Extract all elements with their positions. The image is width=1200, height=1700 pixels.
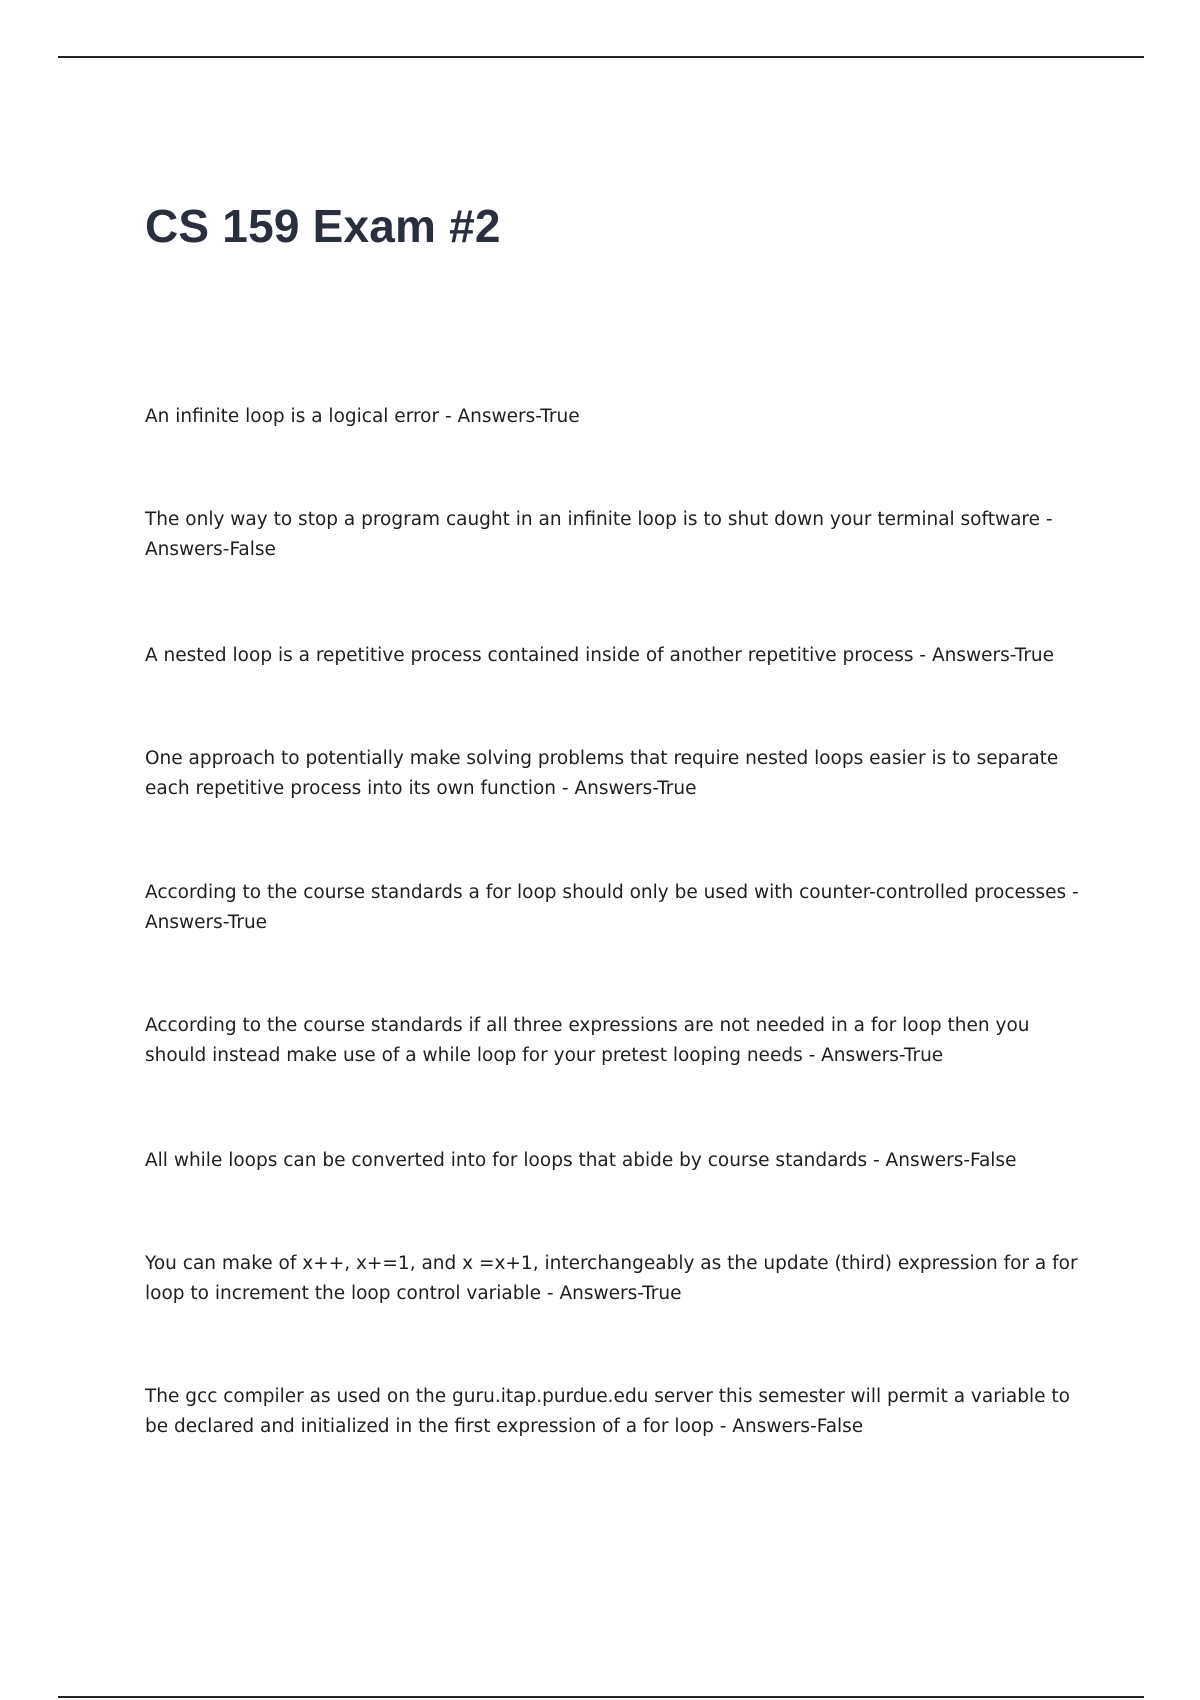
qa-item-5: According to the course standards a for loop should only be used with counter-controlled processes - Answers-True [145,882,1079,933]
qa-item-8: You can make of x++, x+=1, and x =x+1, interchangeably as the update (third) expression for a for loop to increment the loop control variable - Answers-True [145,1253,1078,1304]
qa-item-2: The only way to stop a program caught in an infinite loop is to shut down your terminal software - Answers-False [145,509,1053,560]
qa-item-1: An infinite loop is a logical error - Answers-True [145,406,580,427]
footer-rule [58,1696,1144,1698]
qa-item-9: The gcc compiler as used on the guru.itap.purdue.edu server this semester will permit a variable to be declared and initialized in the first expression of a for loop - Answers-False [145,1386,1070,1437]
qa-item-3: A nested loop is a repetitive process contained inside of another repetitive process - Answers-True [145,645,1055,666]
page-title: CS 159 Exam #2 [145,200,501,252]
qa-item-4: One approach to potentially make solving problems that require nested loops easier is to separate each repetitive process into its own function - Answers-True [145,748,1059,799]
header-rule [58,56,1144,58]
qa-item-6: According to the course standards if all three expressions are not needed in a for loop then you should instead make use of a while loop for your pretest looping needs - Answers-True [145,1015,1030,1066]
qa-item-7: All while loops can be converted into for loops that abide by course standards - Answers-False [145,1150,1017,1171]
